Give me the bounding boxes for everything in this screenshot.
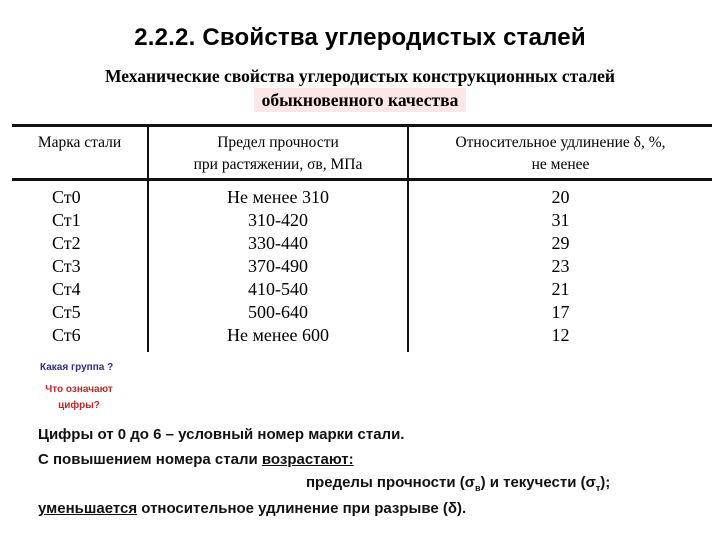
sigma-b-subscript: в — [475, 483, 481, 493]
strength-cell: Не менее 310 — [227, 187, 329, 207]
grade-cell: Ст4 — [52, 279, 81, 299]
elongation-cell: 23 — [551, 256, 570, 276]
sigma-t-subscript: т — [595, 483, 601, 493]
question-digits — [22, 382, 136, 414]
answer-line-3 — [306, 474, 610, 493]
header-elongation — [409, 132, 712, 176]
answer-line-4-rest: относительное удлинение при разрыве (δ). — [137, 500, 467, 517]
elongation-cell: 21 — [551, 279, 570, 299]
header-grade: Марка стали — [37, 134, 122, 151]
header-strength-line1: Предел прочности — [217, 134, 339, 151]
table-header-rule — [12, 178, 712, 181]
answer-line-3-a: пределы прочности (σ — [306, 474, 476, 491]
strength-cell: 370-490 — [248, 256, 308, 276]
answer-increase-word: возрастают: — [261, 451, 354, 468]
steel-properties-table — [12, 124, 712, 352]
grade-cell: Ст2 — [52, 233, 81, 253]
grade-cell: Ст1 — [52, 210, 81, 230]
answer-line-2-prefix: С повышением номера стали — [38, 451, 262, 468]
strength-column — [149, 186, 407, 347]
question-digits-line1: Что означают — [45, 384, 113, 395]
header-strength-line2: при растяжении, σв, МПа — [193, 156, 363, 173]
strength-cell: 410-540 — [248, 279, 308, 299]
answer-line-4 — [38, 500, 466, 517]
elongation-cell: 20 — [551, 187, 570, 207]
elongation-cell: 31 — [551, 210, 570, 230]
header-strength — [149, 132, 407, 176]
strength-cell: 310-420 — [248, 210, 308, 230]
strength-cell: 330-440 — [248, 233, 308, 253]
answer-decrease-word: уменьшается — [38, 500, 138, 517]
question-digits-line2: цифры? — [58, 400, 100, 411]
table-caption — [60, 64, 660, 112]
answer-line-2 — [38, 451, 354, 468]
strength-cell: 500-640 — [248, 302, 308, 322]
elongation-column — [409, 186, 712, 347]
slide-title: 2.2.2. Свойства углеродистых сталей — [134, 24, 586, 51]
table-caption-line2: обыкновенного качества — [254, 88, 467, 112]
answer-line-3-c: ); — [600, 474, 611, 491]
grade-cell: Ст5 — [52, 302, 81, 322]
header-elongation-line2: не менее — [531, 156, 590, 173]
grade-cell: Ст6 — [52, 325, 81, 345]
table-top-rule — [12, 124, 712, 127]
question-group: Какая группа ? — [40, 362, 114, 373]
answer-line-3-b: ) и текучести (σ — [480, 474, 596, 491]
grade-cell: Ст0 — [52, 187, 81, 207]
elongation-cell: 12 — [551, 325, 570, 345]
answer-line-1: Цифры от 0 до 6 – условный номер марки стали. — [38, 426, 405, 443]
elongation-cell: 29 — [551, 233, 570, 253]
grade-cell: Ст3 — [52, 256, 81, 276]
strength-cell: Не менее 600 — [227, 325, 329, 345]
elongation-cell: 17 — [551, 302, 570, 322]
table-caption-line1: Механические свойства углеродистых конструкционных сталей — [104, 66, 615, 86]
grade-column — [52, 186, 142, 347]
header-elongation-line1: Относительное удлинение δ, %, — [455, 134, 666, 151]
